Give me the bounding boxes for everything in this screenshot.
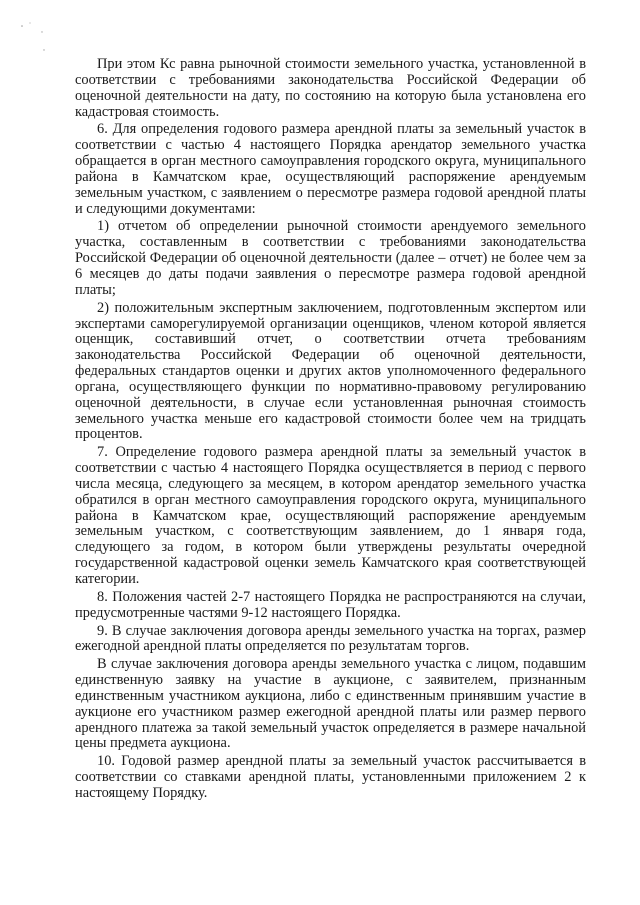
paragraph-10: 10. Годовой размер арендной платы за земельный участок рассчитывается в соответствии со ставками арендной платы, установленными приложением 2 к настоящему Порядку.	[75, 753, 586, 801]
paragraph-8: 8. Положения частей 2-7 настоящего Порядка не распространяются на случаи, предусмотренные частями 9-12 настоящего Порядка.	[75, 588, 586, 621]
paragraph-market-value: При этом Кс равна рыночной стоимости земельного участка, установленной в соответствии с требованиями законодательства Российской Федерации об оценочной деятельности на дату, по состоянию на которую была установлена его кадастровая стоимость.	[75, 56, 586, 120]
paragraph-7: 7. Определение годового размера арендной платы за земельный участок в соответствии с частью 4 настоящего Порядка осуществляется в период с первого числа месяца, следующего за месяцем, в котором арендатор земельного участка обратился в орган местного самоуправления городского округа, муниципального района в Камчатском крае, осуществляющий распоряжение арендуемым земельным участком, с соответствующим заявлением, до 1 января года, следующего за годом, в котором были утверждены результаты очередной государственной кадастровой оценки земель Камчатского края соответствующей категории.	[75, 444, 586, 587]
paragraph-9-continued: В случае заключения договора аренды земельного участка с лицом, подавшим единственную заявку на участие в аукционе, с заявителем, признанным единственным участником аукциона, либо с единственным принявшим участие в аукционе его участником размер ежегодной арендной платы или размер первого арендного платежа за такой земельный участок определяется в размере начальной цены предмета аукциона.	[75, 656, 586, 752]
document-body	[75, 57, 586, 802]
scan-artifact-marks	[18, 20, 58, 60]
paragraph-9: 9. В случае заключения договора аренды земельного участка на торгах, размер ежегодной арендной платы определяется по результатам торгов.	[75, 622, 586, 655]
paragraph-6-item-1: 1) отчетом об определении рыночной стоимости арендуемого земельного участка, составленным в соответствии с требованиями законодательства Российской Федерации об оценочной деятельности (далее – отчет) не более чем за 6 месяцев до даты подачи заявления о пересмотре размера годовой арендной платы;	[75, 218, 586, 298]
paragraph-6: 6. Для определения годового размера арендной платы за земельный участок в соответствии с частью 4 настоящего Порядка арендатор земельного участка обращается в орган местного самоуправления городского округа, муниципального района в Камчатском крае, осуществляющий распоряжение арендуемым земельным участком, с заявлением о пересмотре размера годовой арендной платы и следующими документами:	[75, 121, 586, 217]
paragraph-6-item-2: 2) положительным экспертным заключением, подготовленным экспертом или экспертами саморегулируемой организации оценщиков, членом которой является оценщик, составивший отчет, о соответствии отчета требованиям законодательства Российской Федерации об оценочной деятельности, федеральных стандартов оценки и других актов уполномоченного федерального органа, осуществляющего функции по нормативно-правовому регулированию оценочной деятельности, в случае если установленная рыночная стоимость земельного участка меньше его кадастровой стоимости более чем на тридцать процентов.	[75, 299, 586, 443]
